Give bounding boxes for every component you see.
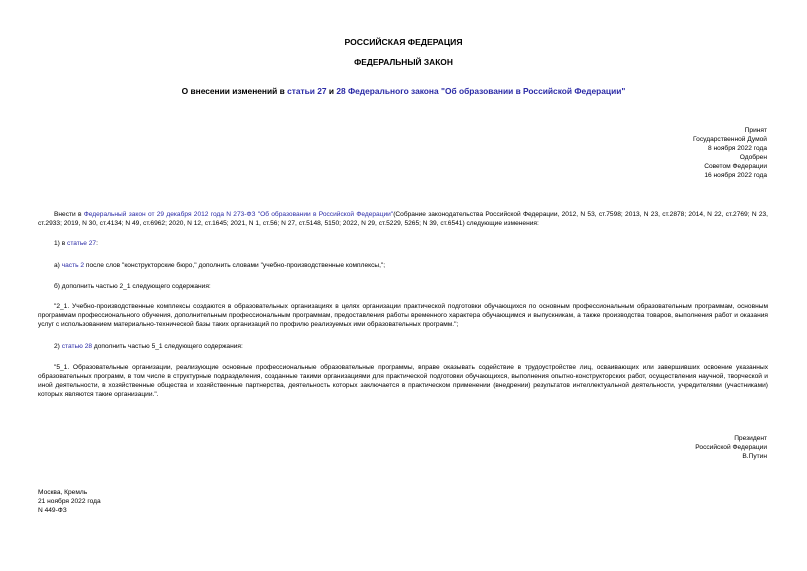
adoption-line: Советом Федерации (704, 163, 767, 171)
article-28-link[interactable]: статью 28 (61, 343, 93, 350)
part-2-link[interactable]: часть 2 (61, 262, 85, 269)
law-type-heading: ФЕДЕРАЛЬНЫЙ ЗАКОН (354, 57, 453, 67)
adoption-block (693, 126, 767, 181)
item-1b: б) дополнить частью 2_1 следующего содержания: (54, 283, 211, 290)
item2-prefix: 2) (54, 343, 62, 350)
adoption-line: Государственной Думой (693, 136, 767, 144)
title-link-article-28[interactable]: 28 Федерального закона "Об образовании в Российской Федерации" (336, 86, 626, 96)
item-1a (38, 261, 768, 270)
signature-block (695, 434, 767, 462)
place-line: 21 ноября 2022 года (38, 498, 101, 506)
signature-line: Президент (734, 435, 767, 442)
signature-line: В.Путин (742, 453, 767, 461)
item1a-prefix: а) (54, 262, 62, 269)
law-title (0, 86, 807, 96)
title-prefix: О внесении изменений в (181, 86, 288, 96)
adoption-line: 8 ноября 2022 года (708, 145, 767, 153)
country-heading: РОССИЙСКАЯ ФЕДЕРАЦИЯ (344, 37, 463, 47)
intro-rest: (Собрание законодательства Российской Федерации, 2012, N 53, ст.7598; 2013, N 23, ст.2878; 2014, N 22, ст.2769; N 23, ст.2933; 2019, N 30, ст.4134; N 49, ст.6962; 2020, N 12, ст.1645; 2021, N 1, ст.56; N 27, ст.5148, 5150; 2022, N 29, ст.5229, 5265; N 39, ст.6541) следующие изменения: (38, 211, 769, 228)
place-line: N 449-ФЗ (38, 507, 67, 515)
intro-prefix: Внести в (54, 211, 84, 218)
title-link-article-27[interactable]: статьи 27 (287, 86, 327, 96)
federal-law-link[interactable]: Федеральный закон от 29 декабря 2012 года N 273-ФЗ "Об образовании в Российской Федерации" (83, 211, 394, 218)
place-date-block (38, 488, 101, 516)
item-1 (38, 239, 768, 248)
adoption-line: Принят (744, 127, 767, 134)
item2-rest: дополнить частью 5_1 следующего содержания: (92, 343, 243, 350)
signature-line: Российской Федерации (695, 444, 767, 452)
title-and: и (326, 86, 337, 96)
article-27-link[interactable]: статье 27 (67, 240, 97, 247)
intro-paragraph (38, 210, 768, 228)
item-2 (38, 342, 768, 351)
quote-5-1: "5_1. Образовательные организации, реализующие основные профессиональные образовательные программы, вправе оказывать содействие в трудоустройстве лиц, осваивающих или завершивших освоение указанных образовательных программ, в том числе в структурные подразделения, созданные такими организациями для практической подготовки обучающихся, выполнения опытно-конструкторских работ, осуществления научной, творческой и иной деятельности, в хозяйственные общества и хозяйственные партнерства, деятельность которых заключается в практическом применении (внедрении) результатов интеллектуальной деятельности, учредителями (участниками) которых являются такие организации.". (38, 364, 768, 399)
item1a-rest: после слов "конструкторские бюро," дополнить словами "учебно-производственные комплексы,"; (84, 262, 386, 269)
place-line: Москва, Кремль (38, 489, 88, 496)
quote-2-1: "2_1. Учебно-производственные комплексы создаются в образовательных организациях в целях организации практической подготовки обучающихся по основным профессиональным образовательным программам, основным программам профессионального обучения, дополнительным профессиональным программам, предоставления работы временного характера обучающимся и выпускникам, а также производства товаров, выполнения работ и оказания услуг с использованием материально-технической базы таких организаций по профилю реализуемых ими образовательных программ."; (38, 303, 768, 329)
item1-suffix: : (96, 240, 98, 247)
item1-prefix: 1) в (54, 240, 68, 247)
adoption-line: 16 ноября 2022 года (704, 172, 767, 180)
adoption-line: Одобрен (739, 154, 767, 162)
